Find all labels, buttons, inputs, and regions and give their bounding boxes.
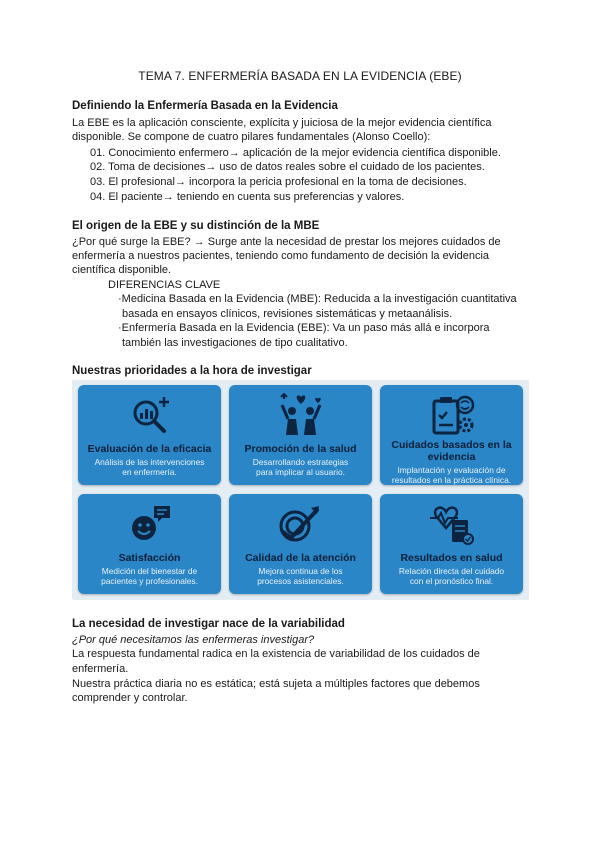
target-arrow-icon — [277, 502, 325, 546]
mbe-line-2: basada en ensayos clínicos, revisiones sistemáticas y metaanálisis. — [122, 308, 453, 320]
section-heading-priorities: Nuestras prioridades a la hora de investigar — [72, 365, 312, 377]
priority-card — [229, 385, 372, 485]
card-title: Evaluación de la eficacia — [87, 443, 212, 455]
mbe-line-1: ·Medicina Basada en la Evidencia (MBE): Reducida a la investigación cuantitativa — [118, 293, 517, 305]
intro-line-1: La EBE es la aplicación consciente, explícita y juiciosa de la mejor evidencia científica — [72, 117, 492, 129]
priority-card — [380, 385, 523, 485]
pillar-item: 03. El profesional→ incorpora la pericia profesional en la toma de decisiones. — [90, 176, 467, 188]
pillar-item: 02. Toma de decisiones→ uso de datos reales sobre el cuidado de los pacientes. — [90, 161, 485, 173]
section-heading-variability: La necesidad de investigar nace de la variabilidad — [72, 618, 345, 630]
card-desc: Relación directa del cuidado con el pronóstico final. — [398, 566, 505, 586]
priority-card — [78, 494, 221, 594]
priority-card — [229, 494, 372, 594]
card-title: Satisfacción — [118, 552, 181, 564]
intro-line-2: disponible. Se compone de cuatro pilares fundamentales (Alonso Coello): — [72, 131, 431, 143]
variability-line-2: enfermería. — [72, 663, 129, 675]
section-heading-definition: Definiendo la Enfermería Basada en la Evidencia — [72, 100, 338, 112]
clipboard-brain-icon — [428, 393, 476, 437]
variability-line-1: La respuesta fundamental radica en la existencia de variabilidad de los cuidados de — [72, 648, 480, 660]
card-desc: Desarrollando estrategias para implicar al usuario. — [252, 457, 349, 477]
ebe-line-1: ·Enfermería Basada en la Evidencia (EBE): Va un paso más allá e incorpora — [118, 322, 490, 334]
pillar-item: 01. Conocimiento enfermero→ aplicación de la mejor evidencia científica disponible. — [90, 147, 501, 159]
card-title: Promoción de la salud — [244, 443, 357, 455]
magnifier-chart-icon — [128, 393, 172, 437]
origin-line-1: ¿Por qué surge la EBE? → Surge ante la necesidad de prestar los mejores cuidados de — [72, 236, 501, 248]
heartbeat-document-icon — [428, 502, 476, 546]
page-title: TEMA 7. ENFERMERÍA BASADA EN LA EVIDENCIA (EBE) — [138, 69, 462, 83]
origin-line-3: científica disponible. — [72, 264, 172, 276]
card-title: Calidad de la atención — [245, 552, 356, 564]
card-desc: Análisis de las intervenciones en enfermería. — [94, 457, 205, 477]
smiley-chat-icon — [126, 502, 174, 546]
priority-card — [380, 494, 523, 594]
card-desc: Implantación y evaluación de resultados en la práctica clínica. — [391, 465, 512, 485]
ebe-line-2: también las investigaciones de tipo cualitativo. — [122, 337, 348, 349]
priority-card — [78, 385, 221, 485]
pillar-item: 04. El paciente→ teniendo en cuenta sus preferencias y valores. — [90, 191, 405, 203]
key-differences-label: DIFERENCIAS CLAVE — [108, 279, 221, 291]
card-title: Cuidados basados en la evidencia — [391, 439, 512, 463]
priorities-infographic — [72, 380, 529, 600]
card-desc: Medición del bienestar de pacientes y profesionales. — [101, 566, 198, 586]
card-desc: Mejora continua de los procesos asistenciales. — [257, 566, 344, 586]
variability-line-3: Nuestra práctica diaria no es estática; está sujeta a múltiples factores que debemos — [72, 678, 480, 690]
origin-line-2: enfermería a nuestros pacientes, teniendo como fundamento de decisión la evidencia — [72, 250, 490, 262]
card-title: Resultados en salud — [400, 552, 503, 564]
variability-question: ¿Por qué necesitamos las enfermeras investigar? — [72, 634, 315, 646]
people-hearts-icon — [276, 393, 326, 437]
variability-line-4: comprender y controlar. — [72, 692, 188, 704]
section-heading-origin: El origen de la EBE y su distinción de la MBE — [72, 220, 320, 232]
